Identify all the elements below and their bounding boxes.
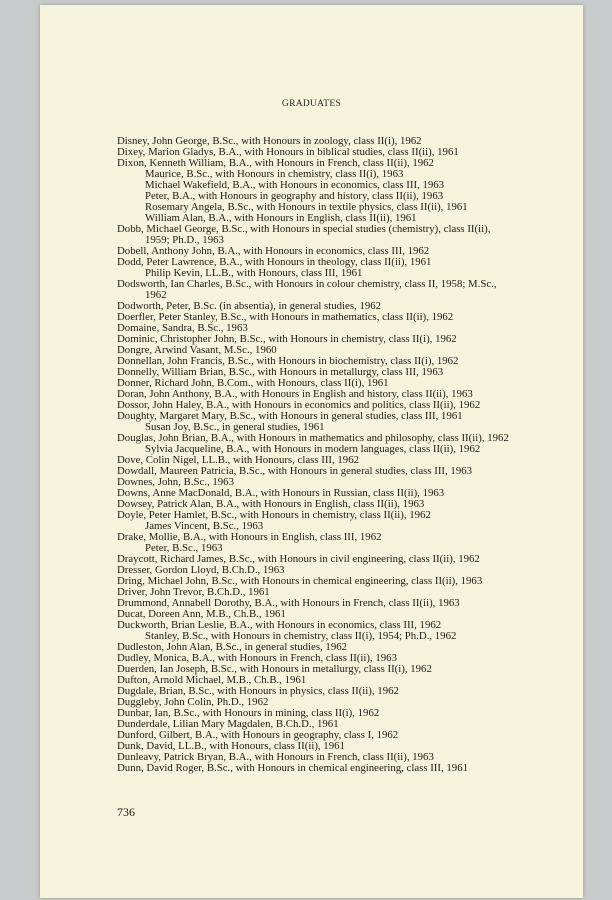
graduate-entry: Dunford, Gilbert, B.A., with Honours in geography, class I, 1962 <box>117 729 399 741</box>
graduate-entry: Dudleston, John Alan, B.Sc., in general studies, 1962 <box>117 641 348 653</box>
graduate-entry: Doerfler, Peter Stanley, B.Sc., with Honours in mathematics, class II(ii), 1962 <box>117 311 454 323</box>
graduate-subentry: Michael Wakefield, B.A., with Honours in economics, class III, 1963 <box>145 179 445 191</box>
graduate-subentry: Peter, B.Sc., 1963 <box>145 542 223 554</box>
page-number: 736 <box>117 805 135 819</box>
graduate-entry: Dugdale, Brian, B.Sc., with Honours in physics, class II(ii), 1962 <box>117 685 399 697</box>
graduate-entry: Doran, John Anthony, B.A., with Honours in English and history, class II(ii), 1963 <box>117 388 473 400</box>
graduate-entry: Drummond, Annabell Dorothy, B.A., with Honours in French, class II(ii), 1963 <box>117 597 460 609</box>
graduate-entry: Disney, John George, B.Sc., with Honours in zoology, class II(i), 1962 <box>117 135 422 147</box>
graduate-entry: Dodd, Peter Lawrence, B.A., with Honours in theology, class II(ii), 1961 <box>117 256 432 268</box>
graduate-entry: Dunbar, Ian, B.Sc., with Honours in mining, class II(i), 1962 <box>117 707 380 719</box>
graduate-subentry: Rosemary Angela, B.Sc., with Honours in textile physics, class II(ii), 1961 <box>145 201 468 213</box>
graduate-subentry: Peter, B.A., with Honours in geography and history, class II(ii), 1963 <box>145 190 444 202</box>
graduate-entry: Donnelly, William Brian, B.Sc., with Honours in metallurgy, class III, 1963 <box>117 366 444 378</box>
graduate-entry: Drake, Mollie, B.A., with Honours in English, class III, 1962 <box>117 531 382 543</box>
graduate-entry: Donner, Richard John, B.Com., with Honours, class II(i), 1961 <box>117 377 389 389</box>
graduate-entry: Downes, John, B.Sc., 1963 <box>117 476 234 488</box>
graduate-entry: Domaine, Sandra, B.Sc., 1963 <box>117 322 248 334</box>
graduate-entry: Dossor, John Haley, B.A., with Honours in economics and politics, class II(ii), 1962 <box>117 399 481 411</box>
graduate-entry: Dongre, Arwind Vasant, M.Sc., 1960 <box>117 344 277 356</box>
graduate-entry: Downs, Anne MacDonald, B.A., with Honours in Russian, class II(ii), 1963 <box>117 487 445 499</box>
graduate-entry: Dunn, David Roger, B.Sc., with Honours in chemical engineering, class III, 1961 <box>117 762 468 774</box>
graduate-entry: Douglas, John Brian, B.A., with Honours in mathematics and philosophy, class II(ii), 1962 <box>117 432 509 444</box>
graduate-entry: Duerden, Ian Joseph, B.Sc., with Honours in metallurgy, class II(i), 1962 <box>117 663 432 675</box>
graduate-subentry: Philip Kevin, LL.B., with Honours, class III, 1961 <box>145 267 363 279</box>
graduate-entry: Dunderdale, Lilian Mary Magdalen, B.Ch.D., 1961 <box>117 718 339 730</box>
graduate-entry: Ducat, Doreen Ann, M.B., Ch.B., 1961 <box>117 608 286 620</box>
graduate-entry: Dove, Colin Nigel, LL.B., with Honours, class III, 1962 <box>117 454 360 466</box>
graduate-entry: Dobell, Anthony John, B.A., with Honours in economics, class III, 1962 <box>117 245 430 257</box>
graduate-subentry: William Alan, B.A., with Honours in English, class II(ii), 1961 <box>145 212 417 224</box>
graduate-entry: Dixon, Kenneth William, B.A., with Honours in French, class II(ii), 1962 <box>117 157 434 169</box>
graduate-entry: Dudley, Monica, B.A., with Honours in French, class II(ii), 1963 <box>117 652 397 664</box>
graduate-entry: Dodworth, Peter, B.Sc. (in absentia), in general studies, 1962 <box>117 300 382 312</box>
running-header: GRADUATES <box>281 99 342 109</box>
graduate-subentry: Sylvia Jacqueline, B.A., with Honours in modern languages, class II(ii), 1962 <box>145 443 481 455</box>
graduate-entry: Duckworth, Brian Leslie, B.A., with Honours in economics, class III, 1962 <box>117 619 442 631</box>
graduate-entry: Dresser, Gordon Lloyd, B.Ch.D., 1963 <box>117 564 285 576</box>
graduate-entry: Dixey, Marion Gladys, B.A., with Honours in biblical studies, class II(ii), 1961 <box>117 146 459 158</box>
graduate-entry: Draycott, Richard James, B.Sc., with Honours in civil engineering, class II(ii), 1962 <box>117 553 480 565</box>
graduate-entry: Duggleby, John Colin, Ph.D., 1962 <box>117 696 269 708</box>
graduate-entry: Dowsey, Patrick Alan, B.A., with Honours in English, class II(ii), 1963 <box>117 498 425 510</box>
graduate-entry: Donnellan, John Francis, B.Sc., with Honours in biochemistry, class II(i), 1962 <box>117 355 459 367</box>
graduate-subentry: Maurice, B.Sc., with Honours in chemistry, class II(i), 1963 <box>145 168 404 180</box>
graduate-subentry: Stanley, B.Sc., with Honours in chemistry, class II(i), 1954; Ph.D., 1962 <box>145 630 457 642</box>
graduate-entry: Driver, John Trevor, B.Ch.D., 1961 <box>117 586 270 598</box>
graduate-entry: Dufton, Arnold Michael, M.B., Ch.B., 1961 <box>117 674 307 686</box>
graduate-entry: Dominic, Christopher John, B.Sc., with Honours in chemistry, class II(i), 1962 <box>117 333 457 345</box>
graduate-entry: Doyle, Peter Hamlet, B.Sc., with Honours in chemistry, class II(ii), 1962 <box>117 509 431 521</box>
graduate-entry: Dodsworth, Ian Charles, B.Sc., with Honours in colour chemistry, class II, 1958; M.Sc., <box>117 278 497 290</box>
graduate-entry: Doughty, Margaret Mary, B.Sc., with Honours in general studies, class III, 1961 <box>117 410 463 422</box>
graduate-subentry: James Vincent, B.Sc., 1963 <box>145 520 264 532</box>
graduates-list <box>117 136 577 774</box>
graduate-entry: Dowdall, Maureen Patricia, B.Sc., with Honours in general studies, class III, 1963 <box>117 465 473 477</box>
graduate-subentry: Susan Joy, B.Sc., in general studies, 1961 <box>145 421 325 433</box>
graduate-entry: Dunleavy, Patrick Bryan, B.A., with Honours in French, class II(ii), 1963 <box>117 751 434 763</box>
entry-continuation: 1959; Ph.D., 1963 <box>145 234 224 246</box>
graduate-entry: Dobb, Michael George, B.Sc., with Honours in special studies (chemistry), class II(ii), <box>117 223 491 235</box>
document-page <box>40 5 583 898</box>
entry-continuation: 1962 <box>145 289 167 301</box>
graduate-entry: Dunk, David, LL.B., with Honours, class II(ii), 1961 <box>117 740 345 752</box>
graduate-entry: Dring, Michael John, B.Sc., with Honours in chemical engineering, class II(ii), 1963 <box>117 575 483 587</box>
